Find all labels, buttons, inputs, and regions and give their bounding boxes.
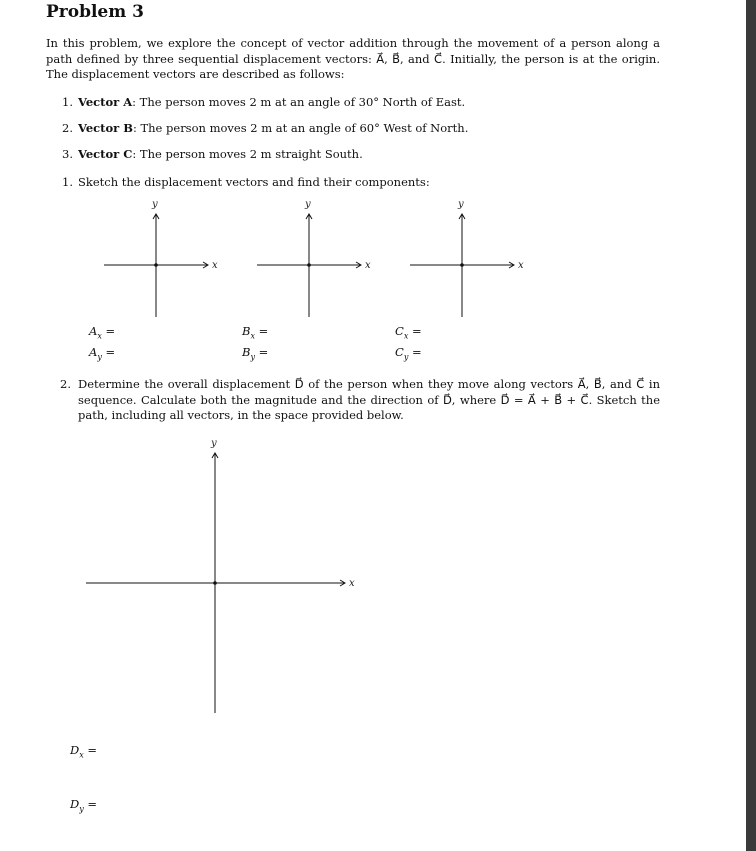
origin-dot: [307, 263, 311, 267]
list-number: 1.: [62, 175, 73, 189]
axes-b: [257, 199, 371, 317]
list-number: 2.: [62, 121, 73, 135]
y-axis-label: y: [458, 199, 464, 210]
origin-dot: [213, 581, 217, 585]
y-axis-label: y: [152, 199, 158, 210]
cx-label: $C_x$ =: [395, 324, 422, 341]
vector-b-description: : The person moves 2 m at an angle of 60° West of North.: [132, 121, 469, 135]
ax-label: $A_x$ =: [89, 324, 116, 341]
vector-c-name: Vector C: [78, 147, 133, 161]
axes-c: [410, 199, 524, 317]
list-number: 2.: [60, 377, 71, 391]
x-axis-label: x: [349, 578, 355, 589]
by-label: $B_y$ =: [242, 345, 269, 362]
dx-label: $D_x$ =: [70, 743, 98, 760]
question-2-text: Determine the overall displacement D⃗ of the person when they move along vectors A⃗, B⃗, and C⃗ in sequence. Calculate both the magnitude and the direction of D⃗, where D⃗ = A⃗ + B⃗ + C⃗. Sketch the path, including all vectors, in the space provided below.: [78, 377, 660, 422]
dy-label: $D_y$ =: [70, 797, 98, 814]
ay-label: $A_y$ =: [89, 345, 116, 362]
vector-c-description: : The person moves 2 m straight South.: [132, 147, 363, 161]
y-axis-label: y: [211, 438, 217, 449]
y-axis-label: y: [305, 199, 311, 210]
axes-d: [86, 438, 355, 713]
origin-dot: [154, 263, 158, 267]
list-number: 3.: [62, 147, 73, 161]
question-1-text: Sketch the displacement vectors and find their components:: [78, 175, 430, 189]
question-2: [60, 377, 660, 424]
x-axis-label: x: [212, 260, 218, 271]
problem-title: Problem 3: [46, 2, 144, 22]
origin-dot: [460, 263, 464, 267]
x-axis-label: x: [518, 260, 524, 271]
vector-a-name: Vector A: [78, 95, 133, 109]
axes-a: [104, 199, 218, 317]
cy-label: $C_y$ =: [395, 345, 422, 362]
list-number: 1.: [62, 95, 73, 109]
bx-label: $B_x$ =: [242, 324, 269, 341]
x-axis-label: x: [365, 260, 371, 271]
intro-paragraph: In this problem, we explore the concept of vector addition through the movement of a person along a path defined by three sequential displacement vectors: A⃗, B⃗, and C⃗. Initially, the person is at the origin. The displacement vectors are described as follows:: [46, 36, 660, 81]
vector-a-description: : The person moves 2 m at an angle of 30° North of East.: [132, 95, 466, 109]
vector-b-name: Vector B: [78, 121, 133, 135]
